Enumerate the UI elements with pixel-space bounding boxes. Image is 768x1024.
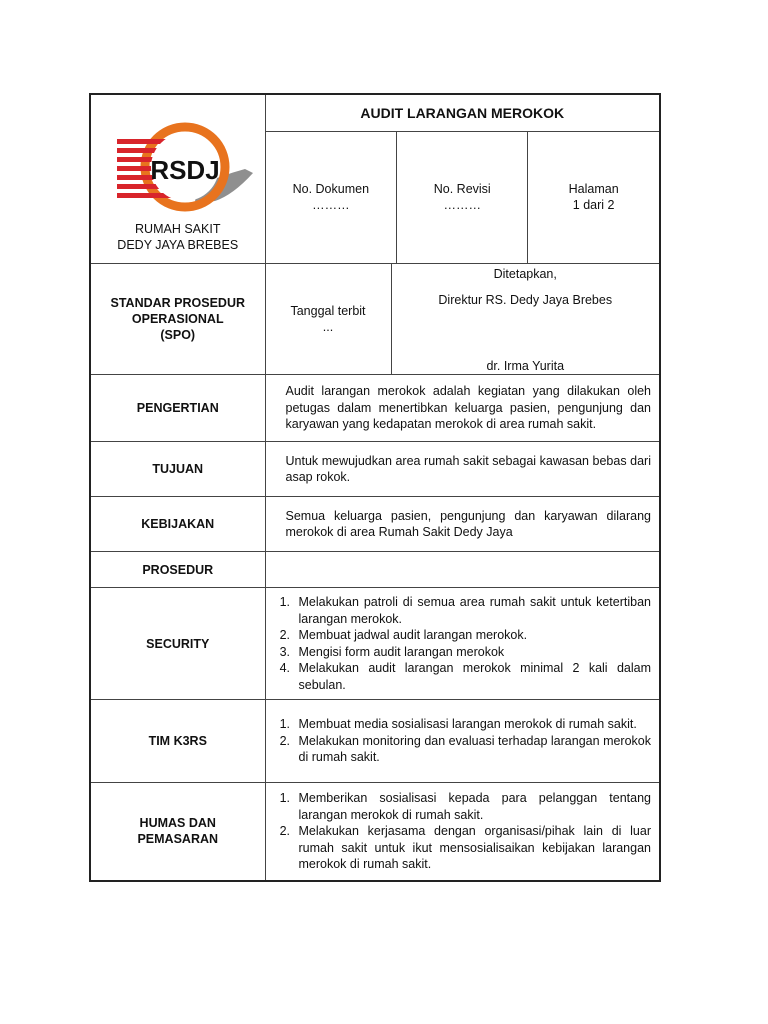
- humas-label: [90, 783, 265, 881]
- spo-label-line3: (SPO): [160, 328, 196, 342]
- kebijakan-label: KEBIJAKAN: [90, 497, 265, 552]
- document-title: AUDIT LARANGAN MEROKOK: [266, 95, 660, 131]
- humas-label-line1: HUMAS DAN: [139, 816, 216, 831]
- spo-label-line1: STANDAR PROSEDUR: [110, 296, 245, 310]
- page-value: 1 dari 2: [572, 198, 615, 213]
- revision-value: ………: [443, 198, 481, 213]
- doc-number-cell: [266, 131, 397, 263]
- page-label: Halaman: [568, 182, 619, 197]
- security-label: SECURITY: [90, 588, 265, 700]
- logo-cell: [90, 94, 265, 264]
- k3rs-list: [266, 716, 660, 766]
- revision-label: No. Revisi: [433, 182, 491, 197]
- rsdj-logo: [103, 105, 253, 217]
- security-list-item: 3. Mengisi form audit larangan merokok: [294, 644, 652, 661]
- approval-cell: [391, 264, 659, 374]
- k3rs-list-item: 1. Membuat media sosialisasi larangan merokok di rumah sakit.: [294, 716, 652, 733]
- tujuan-label: TUJUAN: [90, 442, 265, 497]
- page-cell: [528, 131, 659, 263]
- spo-table: [89, 93, 661, 882]
- humas-list-item: 1. Memberikan sosialisasi kepada para pelanggan tentang larangan merokok di rumah sakit.: [294, 790, 652, 823]
- security-list-item: 1. Melakukan patroli di semua area rumah sakit untuk ketertiban larangan merokok.: [294, 594, 652, 627]
- tujuan-text: Untuk mewujudkan area rumah sakit sebagai kawasan bebas dari asap rokok.: [265, 442, 660, 497]
- security-list-item: 2. Membuat jadwal audit larangan merokok.: [294, 627, 652, 644]
- k3rs-steps: [265, 700, 660, 783]
- security-steps: [265, 588, 660, 700]
- spo-info: [265, 264, 660, 375]
- approved-label: Ditetapkan,: [493, 267, 557, 281]
- prosedur-label: PROSEDUR: [90, 552, 265, 588]
- humas-list-item: 2. Melakukan kerjasama dengan organisasi/pihak lain di luar rumah sakit untuk ikut mensosialisaikan kebijakan larangan merokok di rumah sakit.: [294, 823, 652, 873]
- spo-document: [89, 93, 659, 882]
- issue-date-value: ...: [322, 320, 334, 334]
- signer-name: dr. Irma Yurita: [486, 359, 565, 373]
- logo-text: RSDJ: [150, 155, 220, 185]
- k3rs-list-item: 2. Melakukan monitoring dan evaluasi terhadap larangan merokok di rumah sakit.: [294, 733, 652, 766]
- issue-date-cell: [266, 264, 392, 374]
- issue-date-label: Tanggal terbit: [290, 304, 366, 318]
- hospital-name-line1: RUMAH SAKIT: [135, 222, 221, 236]
- title-block: [265, 94, 660, 264]
- prosedur-empty: [265, 552, 660, 588]
- hospital-name-line2: DEDY JAYA BREBES: [117, 238, 239, 252]
- pengertian-label: PENGERTIAN: [90, 375, 265, 442]
- revision-cell: [397, 131, 528, 263]
- doc-number-label: No. Dokumen: [292, 182, 370, 197]
- k3rs-label: TIM K3RS: [90, 700, 265, 783]
- doc-number-value: ………: [312, 198, 350, 213]
- humas-list: [266, 790, 660, 873]
- security-list: [266, 594, 660, 693]
- humas-label-line2: PEMASARAN: [137, 832, 219, 847]
- spo-label-line2: OPERASIONAL: [131, 312, 224, 326]
- humas-steps: [265, 783, 660, 881]
- director-title: Direktur RS. Dedy Jaya Brebes: [438, 293, 613, 307]
- security-list-item: 4. Melakukan audit larangan merokok minimal 2 kali dalam sebulan.: [294, 660, 652, 693]
- kebijakan-text: Semua keluarga pasien, pengunjung dan karyawan dilarang merokok di area Rumah Sakit Dedy Jaya: [265, 497, 660, 552]
- spo-label: [90, 264, 265, 375]
- hospital-name: [91, 221, 265, 253]
- pengertian-text: Audit larangan merokok adalah kegiatan yang dilakukan oleh petugas dalam menertibkan keluarga pasien, pengunjung dan karyawan yang kedapatan merokok di area rumah sakit.: [265, 375, 660, 442]
